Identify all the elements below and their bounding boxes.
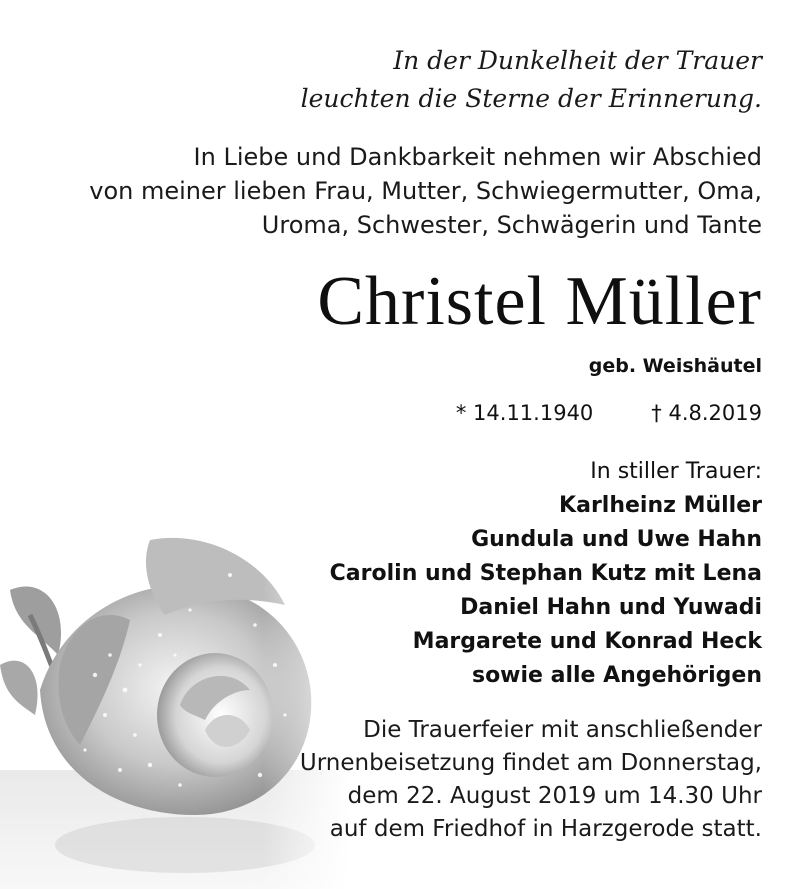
- rose-image: [0, 515, 350, 889]
- quote-line: leuchten die Sterne der Erinnerung.: [300, 84, 762, 113]
- service-line: Urnenbeisetzung findet am Donnerstag,: [299, 750, 762, 776]
- mourner-name: Margarete und Konrad Heck: [412, 629, 762, 654]
- mourner-name: Carolin und Stephan Kutz mit Lena: [329, 561, 762, 586]
- intro-block: [89, 140, 762, 242]
- service-line: dem 22. August 2019 um 14.30 Uhr: [347, 783, 762, 809]
- service-line: auf dem Friedhof in Harzgerode statt.: [329, 816, 762, 842]
- intro-line: von meiner lieben Frau, Mutter, Schwiegermutter, Oma,: [89, 177, 762, 205]
- birth-date: * 14.11.1940: [455, 401, 594, 425]
- intro-line: In Liebe und Dankbarkeit nehmen wir Abschied: [193, 143, 762, 171]
- mourners-heading: In stiller Trauer:: [590, 459, 762, 484]
- quote-block: [301, 42, 762, 118]
- death-date: † 4.8.2019: [651, 401, 762, 425]
- service-line: Die Trauerfeier mit anschließender: [363, 717, 762, 743]
- deceased-name: Christel Müller: [317, 263, 762, 340]
- intro-line: Uroma, Schwester, Schwägerin und Tante: [261, 211, 762, 239]
- maiden-name: geb. Weishäutel: [588, 355, 762, 377]
- mourner-name: Gundula und Uwe Hahn: [471, 527, 762, 552]
- mourner-name: sowie alle Angehörigen: [471, 663, 762, 688]
- mourner-name: Karlheinz Müller: [559, 493, 762, 518]
- mourner-name: Daniel Hahn und Yuwadi: [460, 595, 762, 620]
- service-info: [300, 714, 762, 846]
- mourners-block: [330, 455, 762, 693]
- life-dates: [456, 398, 762, 428]
- quote-line: In der Dunkelheit der Trauer: [393, 46, 762, 75]
